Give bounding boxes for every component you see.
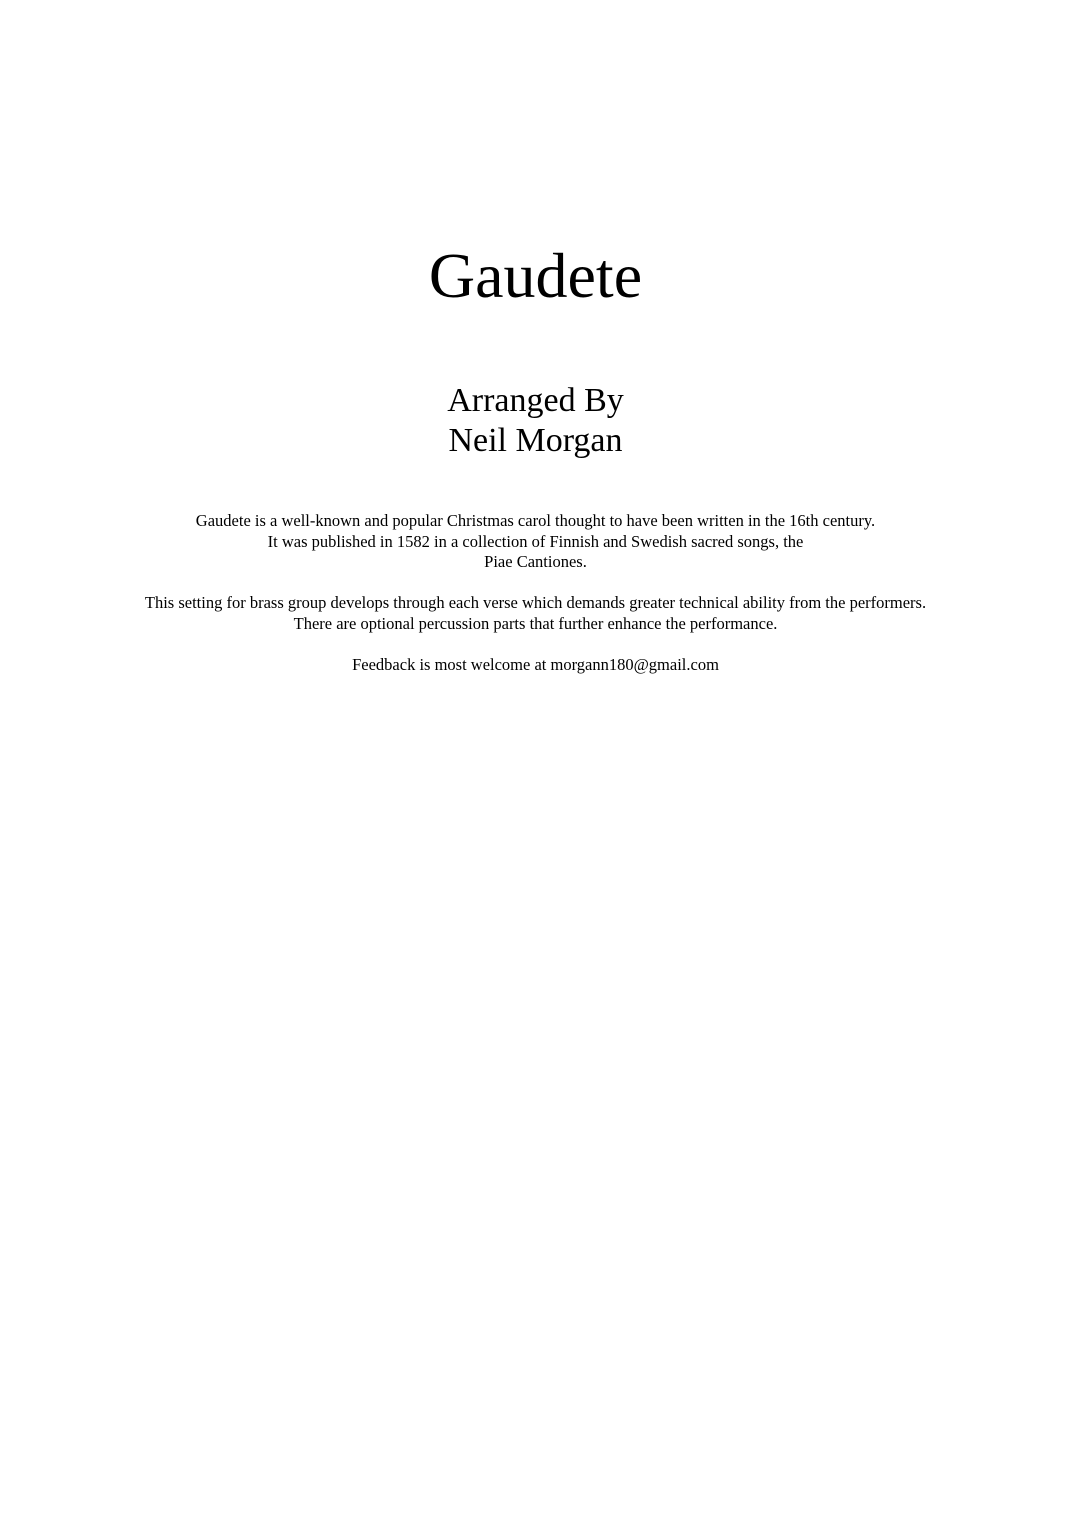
history-paragraph (0, 511, 1071, 573)
page-title: Gaudete (428, 240, 643, 311)
setting-paragraph (0, 593, 1071, 634)
feedback-paragraph (0, 655, 1071, 676)
arranger-credit (0, 381, 1071, 461)
history-line: Gaudete is a well-known and popular Christmas carol thought to have been written in the 16th century. (195, 511, 876, 530)
history-line: It was published in 1582 in a collection of Finnish and Swedish sacred songs, the (267, 531, 804, 551)
setting-line: This setting for brass group develops through each verse which demands greater technical ability from the performers. (144, 593, 927, 612)
history-line: Piae Cantiones. (484, 552, 587, 571)
feedback-line: Feedback is most welcome at morgann180@gmail.com (352, 655, 719, 674)
setting-line: There are optional percussion parts that further enhance the performance. (293, 613, 778, 633)
arranged-by-label: Arranged By (447, 382, 624, 419)
arranger-name: Neil Morgan (448, 422, 623, 459)
